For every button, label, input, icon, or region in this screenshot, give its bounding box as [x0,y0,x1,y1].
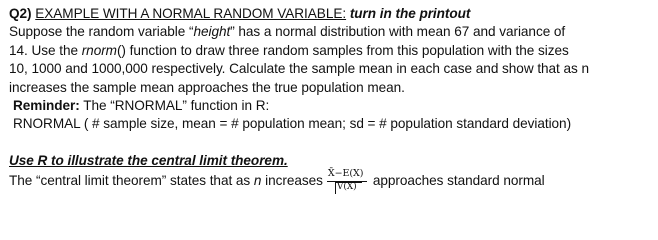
standardized-fraction [325,170,371,192]
reminder-text: The “RNORMAL” function in R: [79,98,270,114]
clt-text-end: approaches standard normal [372,173,545,189]
body-line-1-end: ” has a normal distribution with mean 67 and variance of [230,24,566,40]
reminder-line [9,97,654,115]
clt-n: n [253,173,262,189]
clt-text-increases: increases [261,173,323,189]
document [9,5,654,192]
body-line-1-start: Suppose the random variable “ [9,24,194,40]
variable-name: height [193,24,231,40]
fraction-denominator: V(X) [336,182,357,193]
function-name: rnorm [81,42,117,58]
body-line-1 [9,23,654,41]
reminder-syntax: RNORMAL ( # sample size, mean = # population mean; sd = # population standard deviation) [13,116,572,132]
clt-text-start: The “central limit theorem” states that as [9,173,254,189]
question-task: turn in the printout [349,6,471,21]
body-line-4: increases the sample mean approaches the true population mean. [9,79,405,95]
body-line-2-start: 14. Use the [9,42,82,58]
body-line-2-end: () function to draw three random samples from this population with the sizes [116,42,569,58]
body-line-3: 10, 1000 and 1000,000 respectively. Calculate the sample mean in each case and show that as n [9,61,590,77]
question-header [9,5,654,23]
clt-statement [9,170,654,192]
spacer [9,134,654,152]
clt-heading: Use R to illustrate the central limit theorem. [9,152,288,168]
question-title: EXAMPLE WITH A NORMAL RANDOM VARIABLE: [35,6,347,21]
reminder-label: Reminder: [13,98,80,114]
body-line-2 [9,42,654,60]
question-number: Q2) [9,6,32,21]
fraction-numerator: X̄−E(X) [327,168,364,180]
